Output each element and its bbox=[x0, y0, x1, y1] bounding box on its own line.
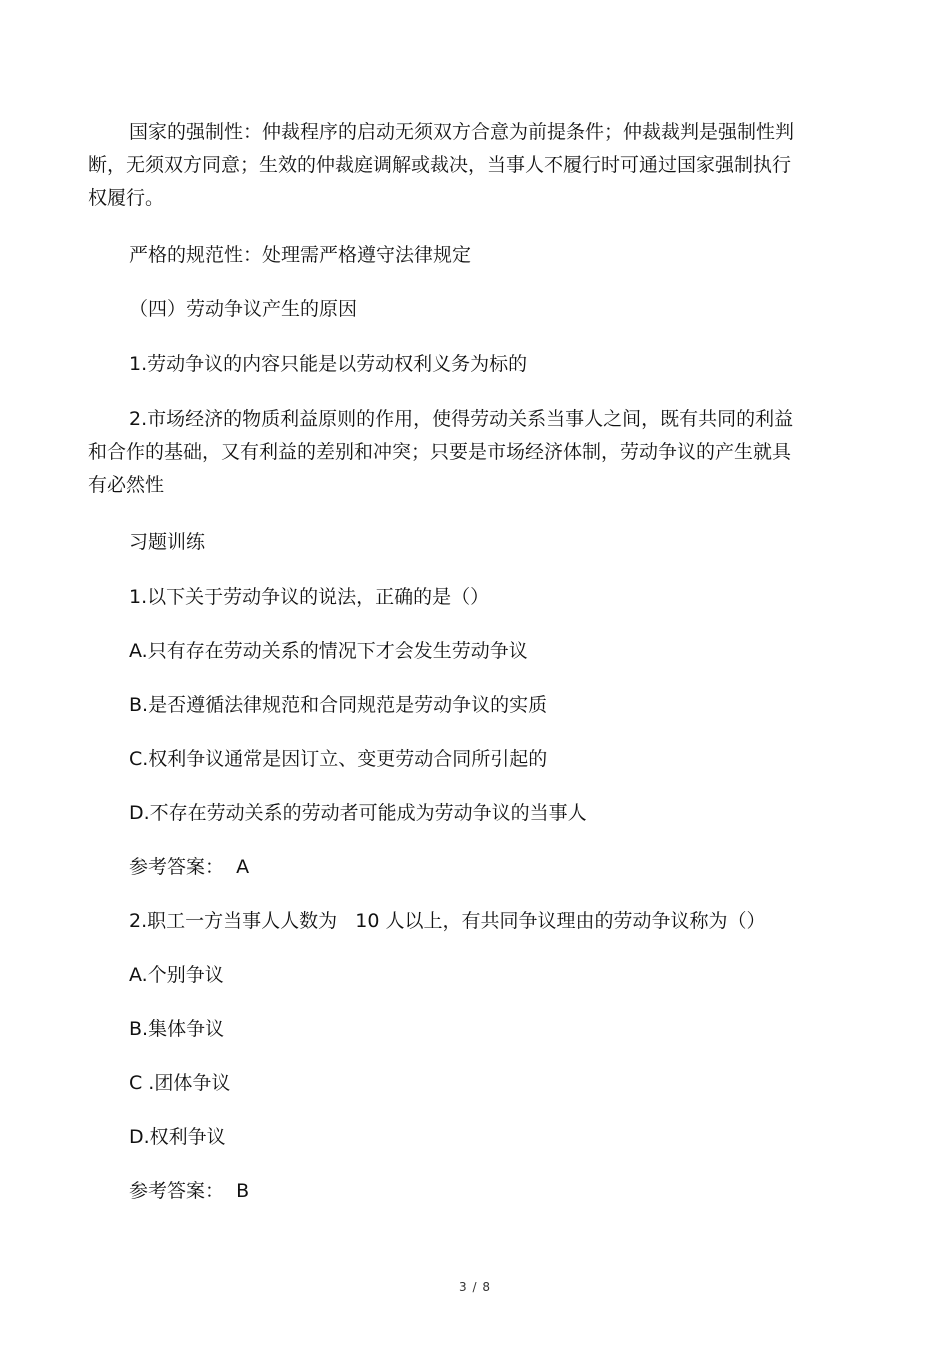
exercise-heading: 习题训练 bbox=[129, 531, 206, 553]
section-heading-causes: （四）劳动争议产生的原因 bbox=[129, 298, 358, 320]
paragraph-normativity: 严格的规范性：处理需严格遵守法律规定 bbox=[129, 244, 472, 266]
question-2-option-c: C .团体争议 bbox=[129, 1072, 231, 1094]
question-1-option-c: C.权利争议通常是因订立、变更劳动合同所引起的 bbox=[129, 748, 548, 770]
question-2-option-a: A.个别争议 bbox=[129, 964, 224, 986]
paragraph-state-coercion: 国家的强制性：仲裁程序的启动无须双方合意为前提条件；仲裁裁判是强制性判断，无须双方同意；生效的仲裁庭调解或裁决，当事人不履行时可通过国家强制执行权履行。 bbox=[88, 121, 795, 209]
question-2-option-b: B.集体争议 bbox=[129, 1018, 225, 1040]
question-1-answer: 参考答案： A bbox=[129, 856, 250, 878]
question-2-answer: 参考答案： B bbox=[129, 1180, 250, 1202]
question-2-option-d: D.权利争议 bbox=[129, 1126, 226, 1148]
question-1-option-a: A.只有存在劳动关系的情况下才会发生劳动争议 bbox=[129, 640, 528, 662]
cause-item-2: 2.市场经济的物质利益原则的作用，使得劳动关系当事人之间，既有共同的利益和合作的基础，又有利益的差别和冲突；只要是市场经济体制，劳动争议的产生就具有必然性 bbox=[88, 408, 794, 496]
question-1-option-b: B.是否遵循法律规范和合同规范是劳动争议的实质 bbox=[129, 694, 548, 716]
question-1-option-d: D.不存在劳动关系的劳动者可能成为劳动争议的当事人 bbox=[129, 802, 587, 824]
cause-item-1: 1.劳动争议的内容只能是以劳动权利义务为标的 bbox=[129, 353, 528, 375]
page-number: 3 / 8 bbox=[459, 1280, 491, 1294]
question-1-stem: 1.以下关于劳动争议的说法，正确的是（） bbox=[129, 586, 490, 608]
question-2-stem: 2.职工一方当事人人数为 10 人以上，有共同争议理由的劳动争议称为（） bbox=[129, 910, 766, 932]
